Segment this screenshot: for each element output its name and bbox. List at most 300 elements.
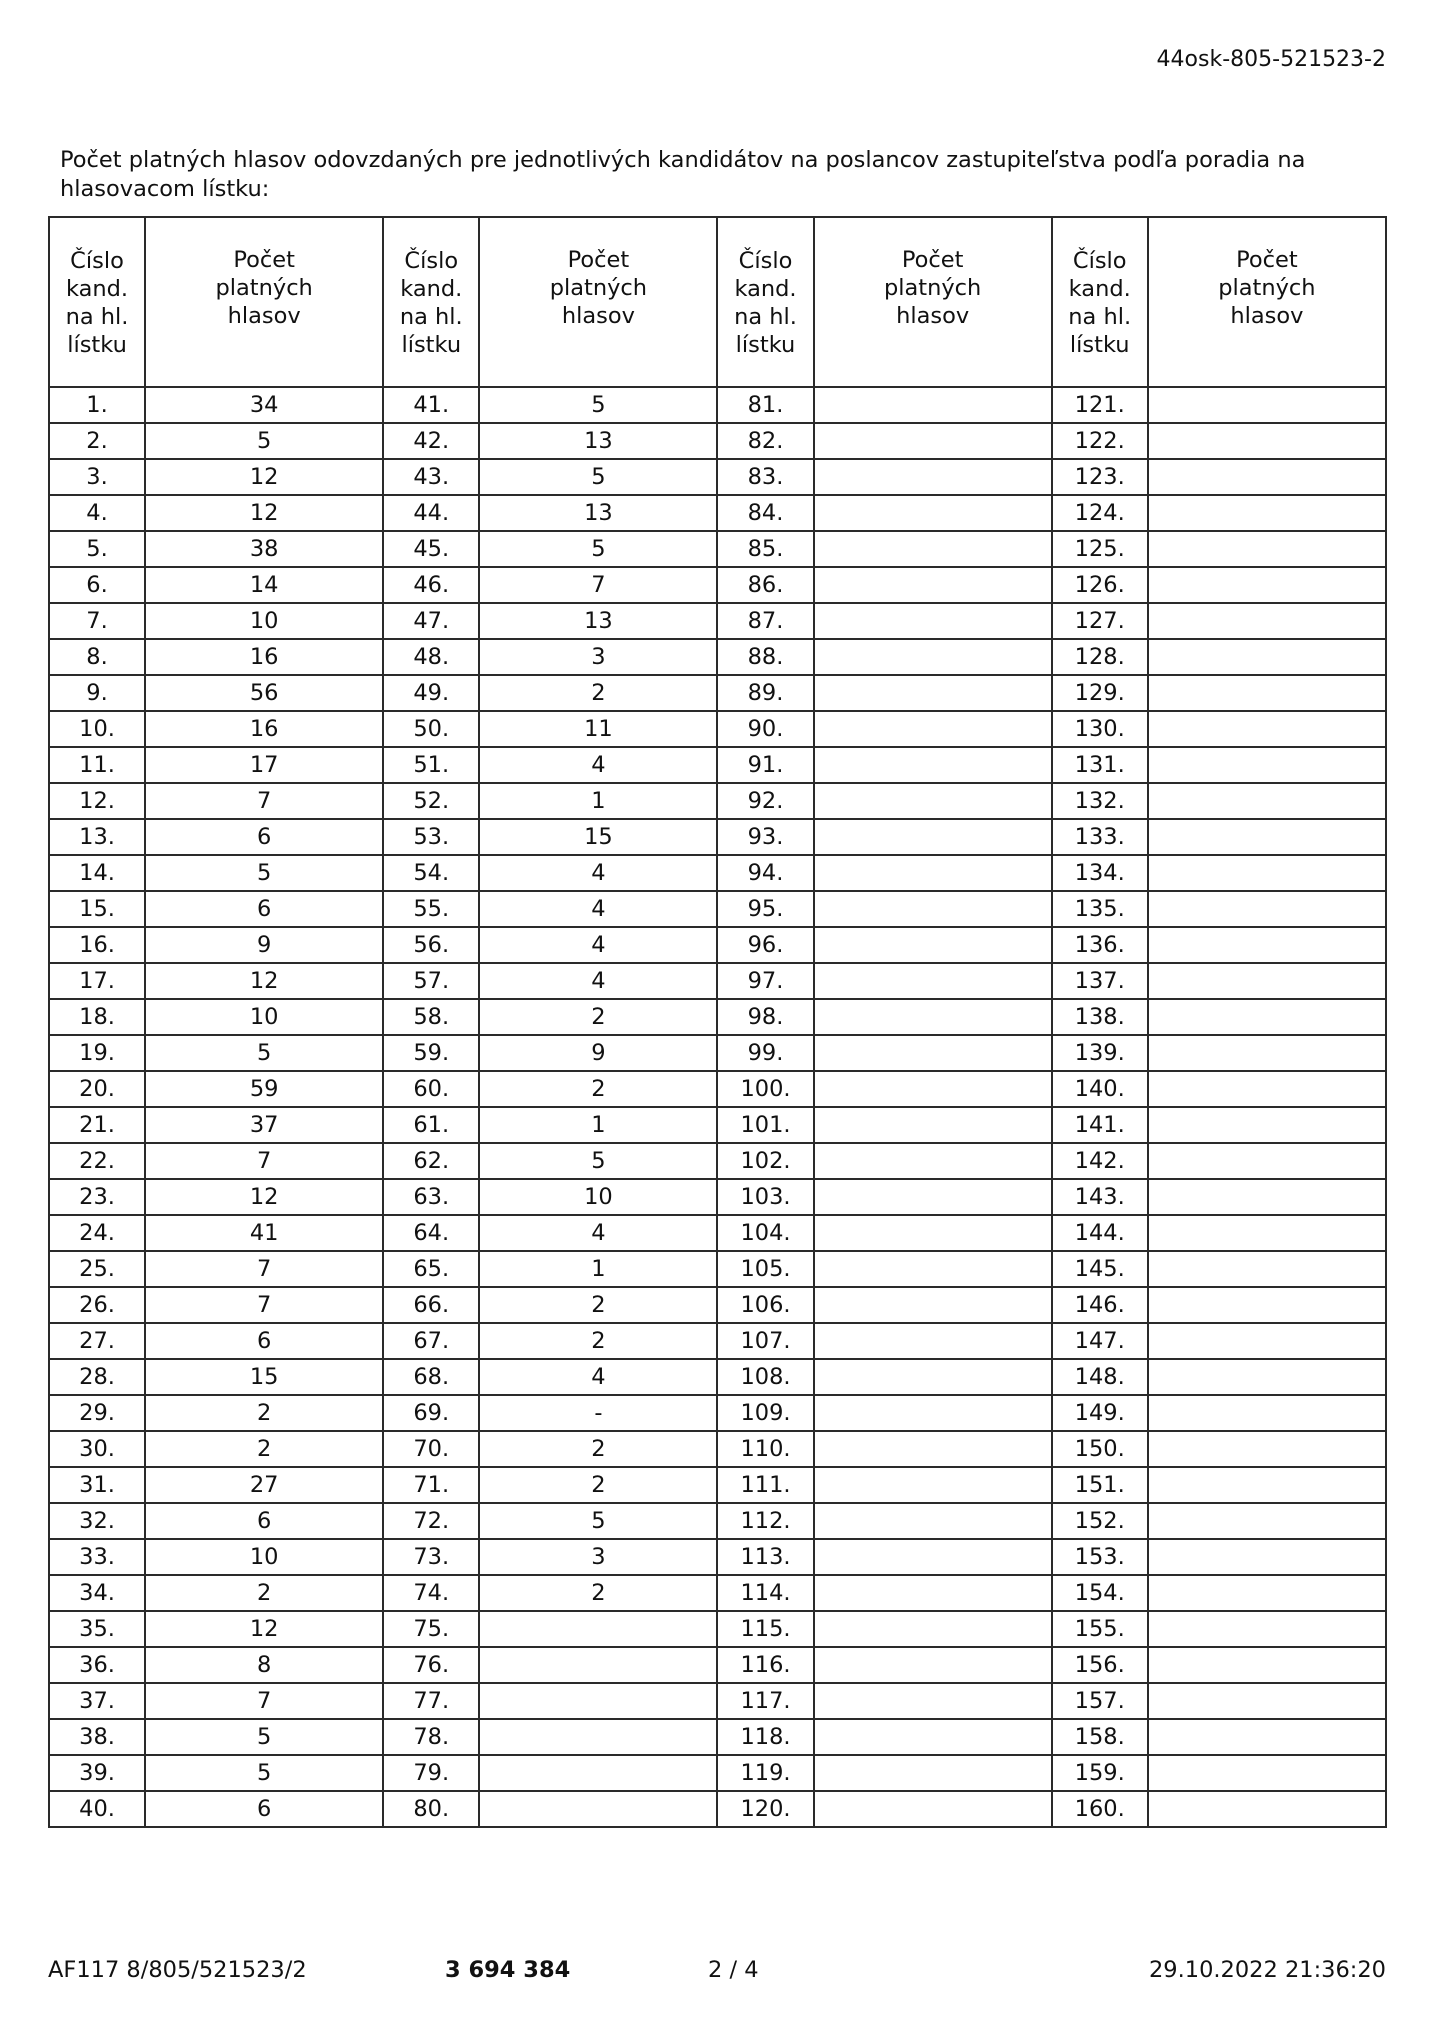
valid-votes-cell bbox=[814, 1179, 1052, 1215]
valid-votes-cell bbox=[1148, 1467, 1386, 1503]
candidate-number-cell: 28. bbox=[49, 1359, 145, 1395]
valid-votes-cell: 56 bbox=[145, 675, 383, 711]
candidate-number-cell: 78. bbox=[383, 1719, 479, 1755]
candidate-number-cell: 13. bbox=[49, 819, 145, 855]
candidate-number-cell: 16. bbox=[49, 927, 145, 963]
valid-votes-cell bbox=[1148, 1431, 1386, 1467]
header-label-line: lístku bbox=[401, 332, 462, 358]
table-row bbox=[49, 1215, 1386, 1251]
header-label-line: Počet bbox=[1236, 247, 1298, 273]
candidate-number-cell: 111. bbox=[717, 1467, 813, 1503]
valid-votes-cell bbox=[814, 1359, 1052, 1395]
candidate-number-cell: 160. bbox=[1052, 1791, 1148, 1827]
valid-votes-cell bbox=[814, 567, 1052, 603]
candidate-number-cell: 49. bbox=[383, 675, 479, 711]
header-valid-votes bbox=[479, 217, 717, 387]
candidate-number-cell: 134. bbox=[1052, 855, 1148, 891]
valid-votes-cell: 4 bbox=[479, 927, 717, 963]
print-datetime: 29.10.2022 21:36:20 bbox=[1148, 1957, 1386, 1983]
candidate-number-cell: 120. bbox=[717, 1791, 813, 1827]
valid-votes-cell bbox=[814, 1719, 1052, 1755]
candidate-number-cell: 2. bbox=[49, 423, 145, 459]
header-label-line: platných bbox=[215, 275, 313, 301]
valid-votes-cell bbox=[1148, 1215, 1386, 1251]
header-label-line: kand. bbox=[65, 276, 129, 302]
candidate-number-cell: 17. bbox=[49, 963, 145, 999]
candidate-number-cell: 105. bbox=[717, 1251, 813, 1287]
candidate-number-cell: 144. bbox=[1052, 1215, 1148, 1251]
candidate-number-cell: 93. bbox=[717, 819, 813, 855]
candidate-number-cell: 154. bbox=[1052, 1575, 1148, 1611]
candidate-number-cell: 76. bbox=[383, 1647, 479, 1683]
valid-votes-cell bbox=[1148, 1647, 1386, 1683]
table-row bbox=[49, 1539, 1386, 1575]
table-row bbox=[49, 1107, 1386, 1143]
valid-votes-cell bbox=[814, 855, 1052, 891]
candidate-number-cell: 36. bbox=[49, 1647, 145, 1683]
valid-votes-cell: 12 bbox=[145, 963, 383, 999]
valid-votes-cell bbox=[814, 1431, 1052, 1467]
valid-votes-cell bbox=[1148, 1575, 1386, 1611]
valid-votes-cell: 2 bbox=[479, 675, 717, 711]
candidate-number-cell: 157. bbox=[1052, 1683, 1148, 1719]
candidate-number-cell: 148. bbox=[1052, 1359, 1148, 1395]
valid-votes-cell bbox=[814, 1287, 1052, 1323]
candidate-number-cell: 86. bbox=[717, 567, 813, 603]
valid-votes-cell bbox=[1148, 639, 1386, 675]
valid-votes-cell bbox=[1148, 1719, 1386, 1755]
candidate-number-cell: 140. bbox=[1052, 1071, 1148, 1107]
candidate-number-cell: 52. bbox=[383, 783, 479, 819]
candidate-number-cell: 26. bbox=[49, 1287, 145, 1323]
candidate-number-cell: 128. bbox=[1052, 639, 1148, 675]
candidate-number-cell: 114. bbox=[717, 1575, 813, 1611]
candidate-number-cell: 100. bbox=[717, 1071, 813, 1107]
candidate-number-cell: 65. bbox=[383, 1251, 479, 1287]
candidate-number-cell: 15. bbox=[49, 891, 145, 927]
valid-votes-cell: 4 bbox=[479, 855, 717, 891]
candidate-number-cell: 32. bbox=[49, 1503, 145, 1539]
valid-votes-cell bbox=[1148, 891, 1386, 927]
candidate-number-cell: 30. bbox=[49, 1431, 145, 1467]
valid-votes-cell bbox=[1148, 963, 1386, 999]
table-row bbox=[49, 531, 1386, 567]
valid-votes-cell bbox=[814, 1251, 1052, 1287]
valid-votes-cell: 14 bbox=[145, 567, 383, 603]
candidate-number-cell: 153. bbox=[1052, 1539, 1148, 1575]
valid-votes-cell bbox=[1148, 1359, 1386, 1395]
header-label-line: lístku bbox=[735, 332, 796, 358]
candidate-number-cell: 46. bbox=[383, 567, 479, 603]
candidate-number-cell: 121. bbox=[1052, 387, 1148, 423]
header-label-line: kand. bbox=[1068, 276, 1131, 302]
valid-votes-cell: 7 bbox=[145, 1143, 383, 1179]
candidate-number-cell: 75. bbox=[383, 1611, 479, 1647]
valid-votes-cell: 5 bbox=[479, 387, 717, 423]
candidate-number-cell: 118. bbox=[717, 1719, 813, 1755]
header-candidate-number bbox=[49, 217, 145, 387]
valid-votes-cell: 1 bbox=[479, 1107, 717, 1143]
candidate-number-cell: 97. bbox=[717, 963, 813, 999]
valid-votes-cell: 27 bbox=[145, 1467, 383, 1503]
valid-votes-cell bbox=[814, 1323, 1052, 1359]
candidate-number-cell: 72. bbox=[383, 1503, 479, 1539]
candidate-number-cell: 56. bbox=[383, 927, 479, 963]
valid-votes-cell bbox=[814, 1539, 1052, 1575]
valid-votes-cell bbox=[1148, 387, 1386, 423]
candidate-number-cell: 12. bbox=[49, 783, 145, 819]
candidate-number-cell: 5. bbox=[49, 531, 145, 567]
header-label-line: Počet bbox=[567, 247, 630, 273]
table-row bbox=[49, 1647, 1386, 1683]
candidate-number-cell: 123. bbox=[1052, 459, 1148, 495]
header-candidate-number bbox=[1052, 217, 1148, 387]
valid-votes-cell bbox=[1148, 495, 1386, 531]
valid-votes-cell: 3 bbox=[479, 1539, 717, 1575]
valid-votes-cell: 8 bbox=[145, 1647, 383, 1683]
candidate-number-cell: 158. bbox=[1052, 1719, 1148, 1755]
table-row bbox=[49, 1359, 1386, 1395]
table-row bbox=[49, 1323, 1386, 1359]
valid-votes-cell bbox=[1148, 1143, 1386, 1179]
valid-votes-cell bbox=[1148, 1755, 1386, 1791]
candidate-number-cell: 18. bbox=[49, 999, 145, 1035]
candidate-number-cell: 7. bbox=[49, 603, 145, 639]
candidate-number-cell: 29. bbox=[49, 1395, 145, 1431]
table-row bbox=[49, 459, 1386, 495]
valid-votes-cell: 9 bbox=[145, 927, 383, 963]
candidate-number-cell: 101. bbox=[717, 1107, 813, 1143]
valid-votes-cell bbox=[814, 963, 1052, 999]
candidate-number-cell: 131. bbox=[1052, 747, 1148, 783]
valid-votes-cell: 1 bbox=[479, 783, 717, 819]
header-label-line: kand. bbox=[734, 276, 797, 302]
header-label-line: Číslo bbox=[1072, 248, 1127, 274]
valid-votes-cell: 13 bbox=[479, 423, 717, 459]
candidate-number-cell: 44. bbox=[383, 495, 479, 531]
table-row bbox=[49, 747, 1386, 783]
candidate-number-cell: 8. bbox=[49, 639, 145, 675]
valid-votes-cell bbox=[1148, 459, 1386, 495]
header-label-line: hlasov bbox=[1230, 303, 1304, 329]
candidate-number-cell: 51. bbox=[383, 747, 479, 783]
table-row bbox=[49, 1071, 1386, 1107]
page-number: 2 / 4 bbox=[708, 1957, 759, 1983]
valid-votes-cell bbox=[1148, 1503, 1386, 1539]
candidate-number-cell: 141. bbox=[1052, 1107, 1148, 1143]
candidate-number-cell: 47. bbox=[383, 603, 479, 639]
valid-votes-cell bbox=[1148, 927, 1386, 963]
valid-votes-cell bbox=[814, 1575, 1052, 1611]
table-row bbox=[49, 1395, 1386, 1431]
candidate-number-cell: 159. bbox=[1052, 1755, 1148, 1791]
candidate-number-cell: 147. bbox=[1052, 1323, 1148, 1359]
candidate-number-cell: 4. bbox=[49, 495, 145, 531]
valid-votes-cell bbox=[1148, 1107, 1386, 1143]
valid-votes-cell bbox=[814, 639, 1052, 675]
candidate-number-cell: 110. bbox=[717, 1431, 813, 1467]
valid-votes-cell bbox=[1148, 1683, 1386, 1719]
valid-votes-cell: 59 bbox=[145, 1071, 383, 1107]
valid-votes-cell: 10 bbox=[145, 1539, 383, 1575]
candidate-number-cell: 54. bbox=[383, 855, 479, 891]
table-row bbox=[49, 1719, 1386, 1755]
candidate-number-cell: 62. bbox=[383, 1143, 479, 1179]
candidate-number-cell: 1. bbox=[49, 387, 145, 423]
valid-votes-cell bbox=[1148, 783, 1386, 819]
header-label-line: Počet bbox=[233, 247, 295, 273]
candidate-number-cell: 9. bbox=[49, 675, 145, 711]
candidate-number-cell: 41. bbox=[383, 387, 479, 423]
candidate-number-cell: 108. bbox=[717, 1359, 813, 1395]
valid-votes-cell: 6 bbox=[145, 1791, 383, 1827]
valid-votes-cell: 10 bbox=[479, 1179, 717, 1215]
valid-votes-cell bbox=[1148, 1791, 1386, 1827]
header-label-line: na hl. bbox=[734, 304, 797, 330]
candidate-number-cell: 102. bbox=[717, 1143, 813, 1179]
valid-votes-cell bbox=[814, 1791, 1052, 1827]
candidate-number-cell: 137. bbox=[1052, 963, 1148, 999]
valid-votes-cell: 4 bbox=[479, 1359, 717, 1395]
candidate-number-cell: 109. bbox=[717, 1395, 813, 1431]
candidate-number-cell: 43. bbox=[383, 459, 479, 495]
candidate-number-cell: 90. bbox=[717, 711, 813, 747]
candidate-number-cell: 132. bbox=[1052, 783, 1148, 819]
table-row bbox=[49, 1611, 1386, 1647]
valid-votes-cell bbox=[1148, 855, 1386, 891]
valid-votes-cell bbox=[814, 1035, 1052, 1071]
candidate-number-cell: 151. bbox=[1052, 1467, 1148, 1503]
header-label-line: Číslo bbox=[404, 248, 459, 274]
candidate-number-cell: 34. bbox=[49, 1575, 145, 1611]
table-row bbox=[49, 1683, 1386, 1719]
candidate-number-cell: 96. bbox=[717, 927, 813, 963]
valid-votes-cell: 9 bbox=[479, 1035, 717, 1071]
candidate-number-cell: 63. bbox=[383, 1179, 479, 1215]
valid-votes-cell bbox=[479, 1647, 717, 1683]
candidate-number-cell: 145. bbox=[1052, 1251, 1148, 1287]
header-valid-votes bbox=[1148, 217, 1386, 387]
header-label-line: hlasov bbox=[227, 303, 301, 329]
candidate-number-cell: 53. bbox=[383, 819, 479, 855]
valid-votes-cell: 6 bbox=[145, 1503, 383, 1539]
candidate-number-cell: 126. bbox=[1052, 567, 1148, 603]
candidate-number-cell: 142. bbox=[1052, 1143, 1148, 1179]
header-label-line: platných bbox=[549, 275, 648, 301]
table-row bbox=[49, 927, 1386, 963]
candidate-number-cell: 106. bbox=[717, 1287, 813, 1323]
valid-votes-cell: 4 bbox=[479, 963, 717, 999]
candidate-number-cell: 40. bbox=[49, 1791, 145, 1827]
valid-votes-cell bbox=[814, 1755, 1052, 1791]
valid-votes-cell bbox=[814, 999, 1052, 1035]
candidate-number-cell: 119. bbox=[717, 1755, 813, 1791]
valid-votes-cell: 34 bbox=[145, 387, 383, 423]
table-row bbox=[49, 999, 1386, 1035]
valid-votes-cell: 5 bbox=[479, 531, 717, 567]
table-row bbox=[49, 1143, 1386, 1179]
valid-votes-cell bbox=[814, 891, 1052, 927]
candidate-number-cell: 3. bbox=[49, 459, 145, 495]
valid-votes-cell bbox=[814, 927, 1052, 963]
valid-votes-cell bbox=[1148, 531, 1386, 567]
header-label-line: Počet bbox=[901, 247, 964, 273]
candidate-number-cell: 68. bbox=[383, 1359, 479, 1395]
candidate-number-cell: 92. bbox=[717, 783, 813, 819]
table-row bbox=[49, 567, 1386, 603]
table-row bbox=[49, 1179, 1386, 1215]
candidate-number-cell: 85. bbox=[717, 531, 813, 567]
header-valid-votes bbox=[145, 217, 383, 387]
valid-votes-cell bbox=[1148, 819, 1386, 855]
candidate-number-cell: 112. bbox=[717, 1503, 813, 1539]
valid-votes-cell: 2 bbox=[145, 1431, 383, 1467]
valid-votes-cell: 5 bbox=[145, 1755, 383, 1791]
valid-votes-cell: 5 bbox=[145, 1719, 383, 1755]
table-row bbox=[49, 783, 1386, 819]
valid-votes-cell: 2 bbox=[479, 1431, 717, 1467]
valid-votes-cell: 13 bbox=[479, 603, 717, 639]
valid-votes-cell bbox=[814, 531, 1052, 567]
header-label-line: kand. bbox=[400, 276, 463, 302]
candidate-number-cell: 71. bbox=[383, 1467, 479, 1503]
table-row bbox=[49, 1251, 1386, 1287]
candidate-number-cell: 94. bbox=[717, 855, 813, 891]
candidate-number-cell: 39. bbox=[49, 1755, 145, 1791]
table-row bbox=[49, 387, 1386, 423]
candidate-number-cell: 50. bbox=[383, 711, 479, 747]
table-row bbox=[49, 675, 1386, 711]
valid-votes-cell bbox=[1148, 1539, 1386, 1575]
valid-votes-cell: 5 bbox=[145, 1035, 383, 1071]
header-label-line: Číslo bbox=[738, 248, 793, 274]
valid-votes-cell: 15 bbox=[145, 1359, 383, 1395]
candidate-number-cell: 99. bbox=[717, 1035, 813, 1071]
table-row bbox=[49, 639, 1386, 675]
valid-votes-cell bbox=[1148, 1611, 1386, 1647]
valid-votes-cell bbox=[814, 387, 1052, 423]
candidate-number-cell: 20. bbox=[49, 1071, 145, 1107]
valid-votes-cell: 6 bbox=[145, 891, 383, 927]
valid-votes-cell: 7 bbox=[145, 1683, 383, 1719]
valid-votes-cell bbox=[814, 1215, 1052, 1251]
valid-votes-cell: 5 bbox=[479, 1143, 717, 1179]
valid-votes-cell bbox=[814, 459, 1052, 495]
candidate-number-cell: 115. bbox=[717, 1611, 813, 1647]
valid-votes-cell bbox=[814, 819, 1052, 855]
candidate-number-cell: 83. bbox=[717, 459, 813, 495]
valid-votes-cell: 5 bbox=[145, 855, 383, 891]
valid-votes-cell: 16 bbox=[145, 711, 383, 747]
valid-votes-cell: 3 bbox=[479, 639, 717, 675]
candidate-number-cell: 61. bbox=[383, 1107, 479, 1143]
valid-votes-cell: 12 bbox=[145, 1611, 383, 1647]
candidate-number-cell: 48. bbox=[383, 639, 479, 675]
candidate-number-cell: 95. bbox=[717, 891, 813, 927]
valid-votes-cell bbox=[1148, 1179, 1386, 1215]
valid-votes-cell: 41 bbox=[145, 1215, 383, 1251]
valid-votes-cell bbox=[1148, 567, 1386, 603]
candidate-number-cell: 45. bbox=[383, 531, 479, 567]
header-label-line: platných bbox=[1218, 275, 1316, 301]
table-row bbox=[49, 1791, 1386, 1827]
candidate-number-cell: 91. bbox=[717, 747, 813, 783]
valid-votes-cell: 2 bbox=[479, 1467, 717, 1503]
valid-votes-cell: 2 bbox=[479, 1287, 717, 1323]
total-number: 3 694 384 bbox=[445, 1957, 571, 1983]
candidate-number-cell: 64. bbox=[383, 1215, 479, 1251]
valid-votes-cell: 17 bbox=[145, 747, 383, 783]
valid-votes-cell bbox=[814, 603, 1052, 639]
candidate-number-cell: 104. bbox=[717, 1215, 813, 1251]
valid-votes-cell: - bbox=[479, 1395, 717, 1431]
candidate-number-cell: 117. bbox=[717, 1683, 813, 1719]
valid-votes-cell: 7 bbox=[145, 783, 383, 819]
candidate-number-cell: 77. bbox=[383, 1683, 479, 1719]
header-label-line: lístku bbox=[1069, 332, 1130, 358]
candidate-number-cell: 33. bbox=[49, 1539, 145, 1575]
candidate-number-cell: 57. bbox=[383, 963, 479, 999]
candidate-number-cell: 25. bbox=[49, 1251, 145, 1287]
valid-votes-cell: 10 bbox=[145, 603, 383, 639]
candidate-number-cell: 143. bbox=[1052, 1179, 1148, 1215]
candidate-number-cell: 87. bbox=[717, 603, 813, 639]
valid-votes-cell: 38 bbox=[145, 531, 383, 567]
candidate-number-cell: 70. bbox=[383, 1431, 479, 1467]
candidate-number-cell: 79. bbox=[383, 1755, 479, 1791]
valid-votes-cell: 15 bbox=[479, 819, 717, 855]
candidate-number-cell: 98. bbox=[717, 999, 813, 1035]
candidate-number-cell: 124. bbox=[1052, 495, 1148, 531]
table-row bbox=[49, 1755, 1386, 1791]
table-row bbox=[49, 1287, 1386, 1323]
valid-votes-cell: 7 bbox=[479, 567, 717, 603]
valid-votes-cell bbox=[479, 1611, 717, 1647]
candidate-number-cell: 139. bbox=[1052, 1035, 1148, 1071]
candidate-number-cell: 35. bbox=[49, 1611, 145, 1647]
candidate-number-cell: 88. bbox=[717, 639, 813, 675]
header-valid-votes bbox=[814, 217, 1052, 387]
valid-votes-cell bbox=[814, 1503, 1052, 1539]
valid-votes-cell bbox=[479, 1719, 717, 1755]
valid-votes-cell bbox=[814, 675, 1052, 711]
table-row bbox=[49, 1431, 1386, 1467]
valid-votes-cell bbox=[814, 747, 1052, 783]
header-candidate-number bbox=[717, 217, 813, 387]
candidate-number-cell: 146. bbox=[1052, 1287, 1148, 1323]
candidate-number-cell: 116. bbox=[717, 1647, 813, 1683]
candidate-number-cell: 24. bbox=[49, 1215, 145, 1251]
candidate-number-cell: 55. bbox=[383, 891, 479, 927]
valid-votes-cell: 6 bbox=[145, 1323, 383, 1359]
candidate-number-cell: 14. bbox=[49, 855, 145, 891]
valid-votes-cell bbox=[814, 1071, 1052, 1107]
form-code: AF117 8/805/521523/2 bbox=[48, 1957, 307, 1983]
valid-votes-cell bbox=[814, 1395, 1052, 1431]
valid-votes-cell: 12 bbox=[145, 1179, 383, 1215]
valid-votes-cell: 11 bbox=[479, 711, 717, 747]
candidate-number-cell: 22. bbox=[49, 1143, 145, 1179]
table-row bbox=[49, 1575, 1386, 1611]
header-candidate-number bbox=[383, 217, 479, 387]
table-row bbox=[49, 1035, 1386, 1071]
valid-votes-cell: 1 bbox=[479, 1251, 717, 1287]
table-body bbox=[49, 387, 1386, 1827]
candidate-number-cell: 156. bbox=[1052, 1647, 1148, 1683]
candidate-number-cell: 60. bbox=[383, 1071, 479, 1107]
valid-votes-cell: 5 bbox=[479, 459, 717, 495]
valid-votes-cell bbox=[814, 1107, 1052, 1143]
